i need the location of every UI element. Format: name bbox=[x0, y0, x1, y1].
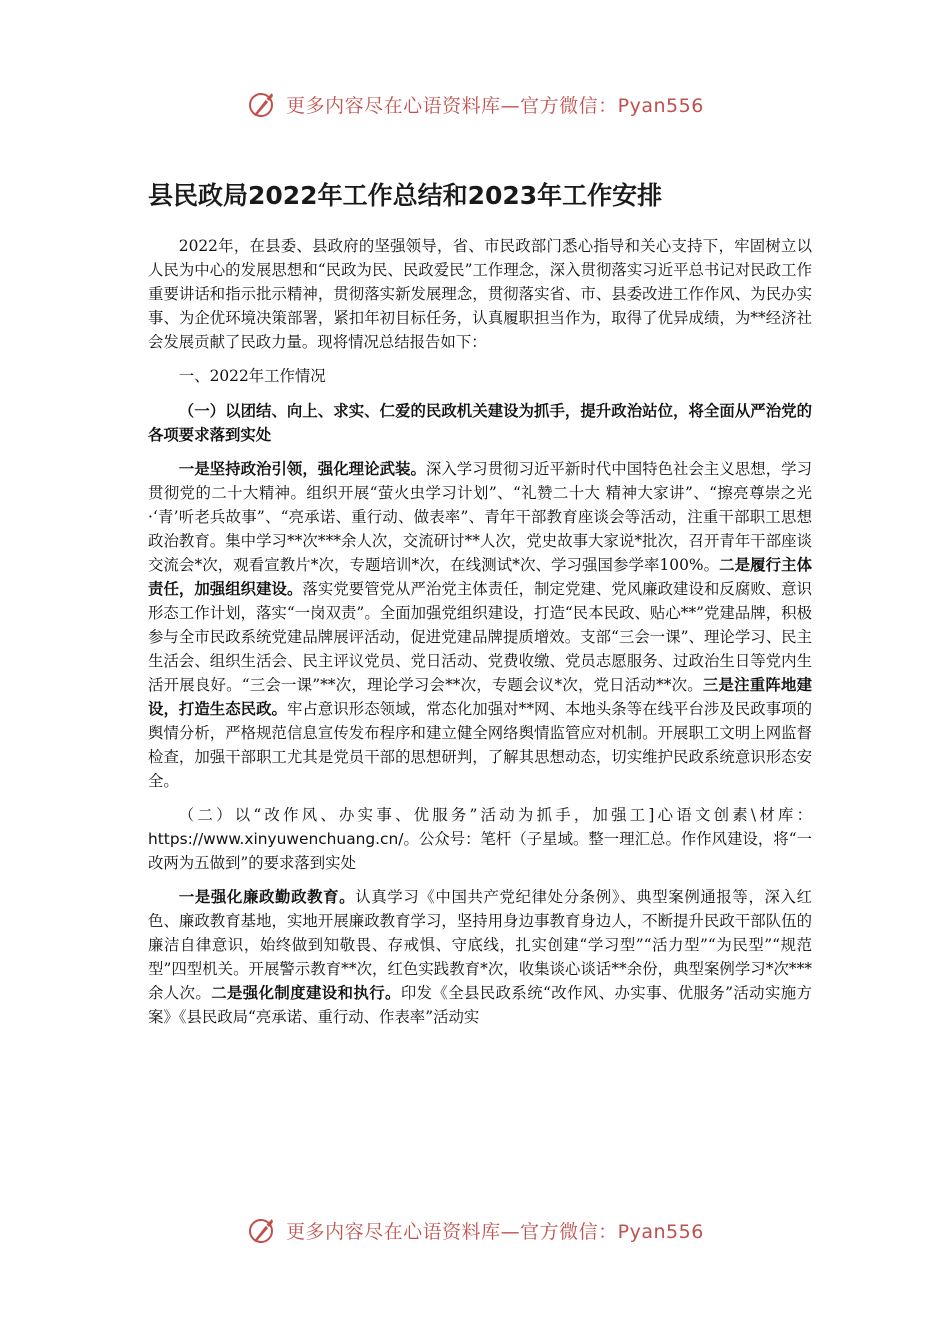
website-link[interactable]: https://www.xinyuwenchuang.cn/ bbox=[148, 830, 404, 848]
bold-lead: 二是履行主体责任，加强组织建设。 bbox=[148, 556, 812, 598]
subsection-heading-2 bbox=[148, 803, 812, 875]
paragraph-text: 落实党要管党从严治党主体责任，制定党建、党风廉政建设和反腐败、意识形态工作计划，落实“一岗双责”。全面加强党组织建设，打造“民本民政、贴心**”党建品牌，积极参与全市民政系统党建品牌展评活动，促进党建品牌提质增效。支部“三会一课”、理论学习、民主生活会、组织生活会、民主评议党员、党日活动、党费收缴、党员志愿服务、过政治生日等党内生活开展良好。“三会一课”**次，理论学习会**次，专题会议*次，党日活动**次。 bbox=[148, 580, 812, 694]
body-paragraph bbox=[148, 457, 812, 793]
page-title: 县民政局2022年工作总结和2023年工作安排 bbox=[148, 181, 663, 210]
body-paragraph bbox=[148, 885, 812, 1029]
bold-lead: 一是坚持政治引领，强化理论武装。 bbox=[178, 460, 426, 478]
document-body bbox=[148, 234, 812, 1039]
bold-lead: 二是强化制度建设和执行。 bbox=[211, 984, 401, 1002]
paragraph-text: 印发《全县民政系统“改作风、办实事、优服务”活动实施方案》《县民政局“亮承诺、重行动、作表率”活动实 bbox=[148, 984, 812, 1026]
intro-paragraph: 2022年，在县委、县政府的坚强领导，省、市民政部门悉心指导和关心支持下，牢固树立以人民为中心的发展思想和“民政为民、民政爱民”工作理念，深入贯彻落实习近平总书记对民政工作重要讲话和指示批示精神，贯彻落实新发展理念，贯彻落实省、市、县委改进工作作风、为民办实事、为企优环境决策部署，紧扣年初目标任务，认真履职担当作为，取得了优异成绩，为**经济社会发展贡献了民政力量。现将情况总结报告如下： bbox=[148, 237, 812, 351]
watermark-header bbox=[0, 84, 950, 124]
watermark-footer bbox=[0, 1210, 950, 1250]
heading-text: 。公众号：笔杆（子星域。整一理汇总。作作风建设，将“一改两为五做到”的要求落到实处 bbox=[148, 830, 812, 872]
watermark-text: 更多内容尽在心语资料库—官方微信：Pyan556 bbox=[286, 1220, 704, 1243]
paragraph-text: 认真学习《中国共产党纪律处分条例》、典型案例通报等，深入红色、廉政教育基地，实地开展廉政教育学习，坚持用身边事教育身边人，不断提升民政干部队伍的廉洁自律意识，始终做到知敬畏、存戒惧、守底线，扎实创建“学习型”“活力型”“为民型”“规范型”四型机关。开展警示教育**次，红色实践教育*次，收集谈心谈话**余份，典型案例学习*次***余人次。 bbox=[148, 888, 812, 1002]
paragraph-text: 牢占意识形态领域，常态化加强对**网、本地头条等在线平台涉及民政事项的舆情分析，严格规范信息宣传发布程序和建立健全网络舆情监管应对机制。开展职工文明上网监督检查，加强干部职工尤其是党员干部的思想研判，了解其思想动态，切实维护民政系统意识形态安全。 bbox=[148, 700, 812, 790]
section-heading: 一、2022年工作情况 bbox=[178, 367, 326, 385]
paragraph-text: 深入学习贯彻习近平新时代中国特色社会主义思想，学习贯彻党的二十大精神。组织开展“萤火虫学习计划”、“礼赞二十大 精神大家讲”、“擦亮尊崇之光·‘青’听老兵故事”、“亮承诺、重行动、做表率”、青年干部教育座谈会等活动，注重干部职工思想政治教育。集中学习**次***余人次，交流研讨**人次，党史故事大家说*批次，召开青年干部座谈交流会*次，观看宣教片*次，专题培训*次，在线测试*次、学习强国参学率100%。 bbox=[148, 460, 812, 574]
subsection-heading: （一）以团结、向上、求实、仁爱的民政机关建设为抓手，提升政治站位，将全面从严治党的各项要求落到实处 bbox=[148, 402, 812, 444]
bold-lead: 三是注重阵地建设，打造生态民政。 bbox=[148, 676, 812, 718]
fountain-pen-logo-icon bbox=[246, 1214, 278, 1246]
watermark-text: 更多内容尽在心语资料库—官方微信：Pyan556 bbox=[286, 94, 704, 117]
fountain-pen-logo-icon bbox=[246, 88, 278, 120]
heading-text: （二）以“改作风、办实事、优服务”活动为抓手，加强工]心语文创素\材库： bbox=[178, 806, 812, 824]
bold-lead: 一是强化廉政勤政教育。 bbox=[178, 888, 356, 906]
